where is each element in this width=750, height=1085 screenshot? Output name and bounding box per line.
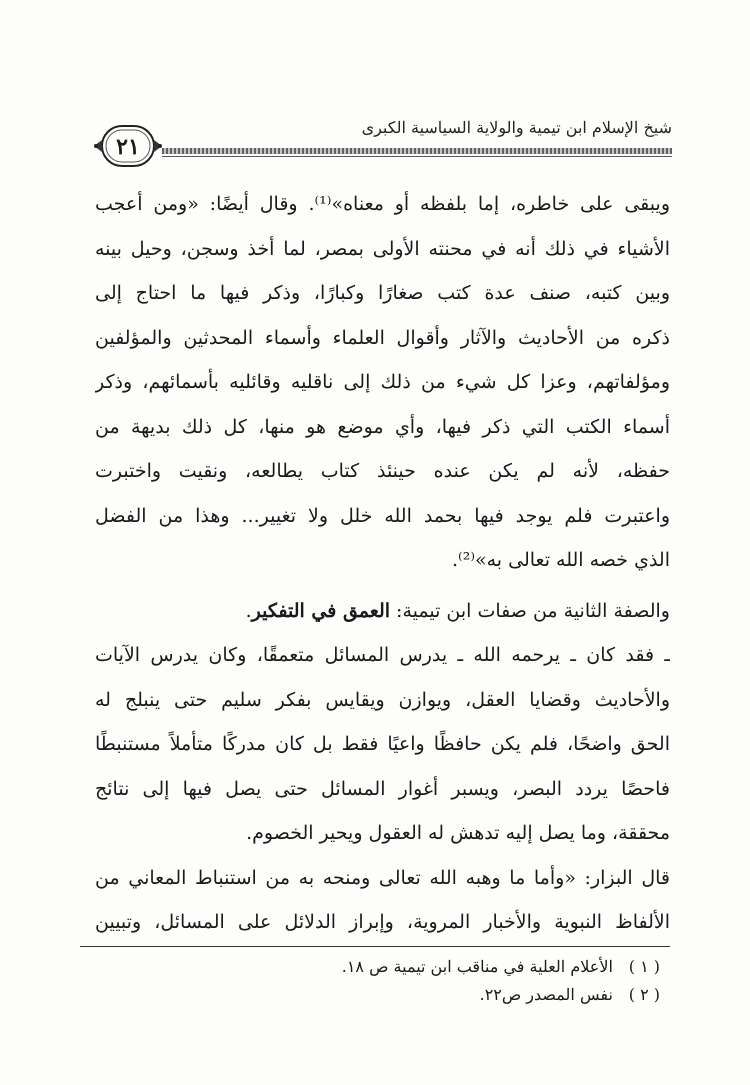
body-text bbox=[95, 182, 670, 945]
text-line: والأحاديث وقضايا العقل، ويوازن ويقايس بفكر سليم حتى ينبلج له bbox=[95, 688, 670, 711]
text-line: أسماء الكتب التي ذكر فيها، وأي موضع هو منها، كل ذلك بديهة من bbox=[95, 415, 670, 438]
running-header bbox=[92, 112, 672, 176]
heading-lead: والصفة الثانية من صفات ابن تيمية: bbox=[390, 599, 670, 622]
header-ornamental-rule bbox=[162, 148, 672, 154]
paragraph-1 bbox=[95, 182, 670, 583]
text-line: قال البزار: «وأما ما وهبه الله تعالى ومنحه به من استنباط المعاني من bbox=[95, 866, 670, 889]
footnote-divider bbox=[80, 946, 670, 947]
text-line: فاحصًا يردد البصر، ويسبر أغوار المسائل حتى يصل فيها إلى نتائج bbox=[95, 777, 670, 800]
text-line: حفظه، لأنه لم يكن عنده حينئذ كتاب يطالعه، ونقيت واختبرت bbox=[95, 460, 670, 482]
text-line: الأشياء في ذلك أنه في محنته الأولى بمصر، لما أخذ وسجن، وحيل بينه bbox=[95, 237, 670, 260]
footnotes bbox=[100, 953, 660, 1009]
text-line: ذكره من الأحاديث والآثار وأقوال العلماء وأسماء المحدثين والمؤلفين bbox=[95, 326, 670, 349]
heading-tail: . bbox=[245, 599, 252, 622]
footnote-text: نفس المصدر ص٢٢. bbox=[479, 985, 613, 1004]
section-heading-line bbox=[95, 589, 670, 634]
footnote-item bbox=[100, 953, 660, 981]
footnote-number: ( ٢ ) bbox=[628, 985, 660, 1004]
text-line: محققة، وما يصل إليه تدهش له العقول ويحير الخصوم. bbox=[246, 822, 670, 844]
text-line: الحق واضحًا، فلم يكن حافظًا واعيًا فقط بل كان مدركًا متأملاً مستنبطًا bbox=[95, 733, 670, 755]
footnote-item bbox=[100, 981, 660, 1009]
text-line: ـ فقد كان ـ يرحمه الله ـ يدرس المسائل متعمقًا، وكان يدرس الآيات bbox=[95, 644, 670, 666]
paragraph-4 bbox=[95, 856, 670, 945]
page-number-badge bbox=[92, 122, 164, 170]
text-line: الذي خصه الله تعالى به»⁽²⁾. bbox=[451, 549, 670, 571]
header-thin-rule bbox=[162, 156, 672, 157]
text-line: الألفاظ النبوية والأخبار المروية، وإبراز الدلائل على المسائل، وتبيين bbox=[95, 911, 670, 933]
footnote-number: ( ١ ) bbox=[628, 957, 660, 976]
text-line: وبين كتبه، صنف عدة كتب صغارًا وكبارًا، وذكر فيها ما احتاج إلى bbox=[95, 282, 670, 304]
text-line: ويبقى على خاطره، إما بلفظه أو معناه»⁽¹⁾. وقال أيضًا: «ومن أعجب bbox=[95, 193, 670, 215]
text-line: واعتبرت فلم يوجد فيها بحمد الله خلل ولا تغيير... وهذا من الفضل bbox=[95, 504, 670, 527]
running-title: شيخ الإسلام ابن تيمية والولاية السياسية الكبرى bbox=[361, 118, 672, 137]
footnote-text: الأعلام العلية في مناقب ابن تيمية ص ١٨. bbox=[341, 957, 613, 976]
paragraph-3 bbox=[95, 633, 670, 856]
page-number: ٢١ bbox=[116, 134, 140, 160]
heading-bold-term: العمق في التفكير bbox=[251, 599, 391, 622]
text-line: ومؤلفاتهم، وعزا كل شيء من ذلك إلى ناقليه وقائليه بأسمائهم، وذكر bbox=[95, 371, 670, 393]
